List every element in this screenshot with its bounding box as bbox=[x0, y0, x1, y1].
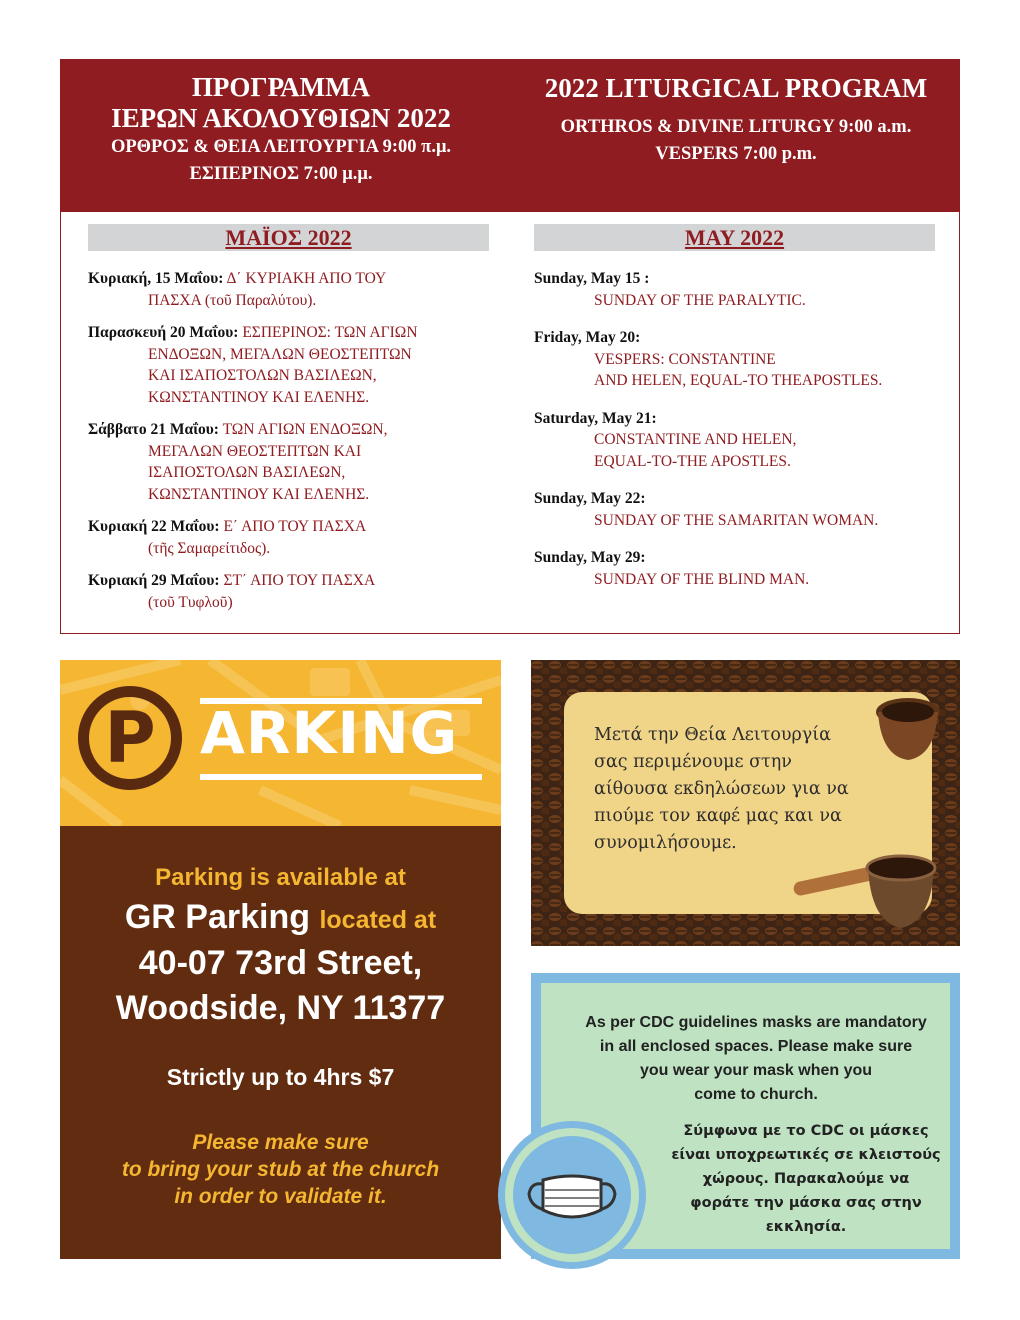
entry-service-line: ΚΩΝΣΤΑΝΤΙΝΟΥ ΚΑΙ ΕΛΕΝΗΣ. bbox=[148, 485, 370, 503]
mask-greek-line: φοράτε την μάσκα σας στην bbox=[690, 1195, 922, 1211]
entry-service-line: ΕΝΔΟΞΩΝ, ΜΕΓΑΛΩΝ ΘΕΟΣΤΕΠΤΩΝ bbox=[148, 345, 412, 363]
greek-month-label: ΜΑΪΟΣ 2022 bbox=[225, 225, 352, 250]
schedule-entry bbox=[88, 516, 498, 559]
schedule-entry bbox=[534, 327, 944, 392]
entry-service-line: SUNDAY OF THE BLIND MAN. bbox=[594, 570, 810, 588]
entry-date: Κυριακή 29 Μαΐου: bbox=[88, 572, 220, 589]
schedule-first-line bbox=[88, 268, 498, 290]
entry-service: ΤΩΝ ΑΓΙΩΝ ΕΝΔΟΞΩΝ, bbox=[222, 421, 388, 438]
schedule-first-line bbox=[88, 322, 498, 344]
program-header bbox=[61, 60, 959, 212]
greek-schedule-list bbox=[88, 268, 498, 624]
mask-notice-english bbox=[571, 1011, 941, 1107]
badge-ring bbox=[505, 1128, 639, 1262]
parking-note-line: Please make sure bbox=[192, 1131, 369, 1154]
entry-service-line: ΚΩΝΣΤΑΝΤΙΝΟΥ ΚΑΙ ΕΛΕΝΗΣ. bbox=[148, 388, 370, 406]
face-mask-icon bbox=[513, 1136, 631, 1254]
coffee-invitation-text: Μετά την Θεία Λειτουργία σας περιμένουμε στην αίθουσα εκδηλώσεων για να πιούμε τον καφέ μας και να συνομιλήσουμε. bbox=[594, 725, 849, 853]
parking-logo-word: ARKING bbox=[200, 699, 459, 767]
entry-date: Sunday, May 29: bbox=[534, 549, 646, 566]
schedule-first-line bbox=[88, 516, 498, 538]
greek-vespers-time: ΕΣΠΕΡΙΝΟΣ 7:00 μ.μ. bbox=[189, 164, 373, 184]
entry-service-line: VESPERS: CONSTANTINE bbox=[594, 350, 776, 368]
schedule-entry bbox=[88, 322, 498, 408]
parking-notice bbox=[60, 660, 501, 1259]
mask-english-line: you wear your mask when you bbox=[639, 1062, 873, 1079]
entry-service-line: AND HELEN, EQUAL-TO THEAPOSTLES. bbox=[594, 372, 883, 389]
entry-service-line: ΜΕΓΑΛΩΝ ΘΕΟΣΤΕΠΤΩΝ ΚΑΙ bbox=[148, 442, 362, 460]
entry-service-line: ΚΑΙ ΙΣΑΠΟΣΤΟΛΩΝ ΒΑΣΙΛΕΩΝ, bbox=[148, 367, 377, 384]
entry-service: ΕΣΠΕΡΙΝΟΣ: ΤΩΝ ΑΓΙΩΝ bbox=[242, 324, 418, 341]
mask-greek-line: χώρους. Παρακαλούμε να bbox=[702, 1171, 910, 1187]
face-mask-badge bbox=[498, 1121, 646, 1269]
entry-date: Παρασκευή 20 Μαΐου: bbox=[88, 324, 239, 341]
entry-service: ΣΤ΄ ΑΠΟ ΤΟΥ ΠΑΣΧΑ bbox=[223, 572, 376, 589]
greek-header bbox=[61, 60, 501, 188]
parking-name-line bbox=[60, 898, 501, 937]
entry-service-line: ΠΑΣΧΑ (τοῦ Παραλύτου). bbox=[148, 291, 317, 309]
schedule-first-line bbox=[88, 419, 498, 441]
mask-greek-line: εκκλησία. bbox=[765, 1219, 847, 1235]
schedule-entry bbox=[88, 419, 498, 505]
schedule-first-line bbox=[88, 570, 498, 592]
entry-service-line: EQUAL-TO-THE APOSTLES. bbox=[594, 452, 791, 470]
entry-service-line: CONSTANTINE AND HELEN, bbox=[594, 431, 797, 448]
parking-name: GR Parking bbox=[124, 898, 310, 936]
parking-stub-note bbox=[60, 1129, 501, 1210]
english-header bbox=[511, 60, 961, 168]
entry-service-line: (τοῦ Τυφλοῦ) bbox=[148, 593, 233, 611]
entry-date: Sunday, May 15 : bbox=[534, 270, 650, 287]
entry-date: Σάββατο 21 Μαΐου: bbox=[88, 421, 219, 438]
entry-service: Δ΄ ΚΥΡΙΑΚΗ ΑΠΟ ΤΟΥ bbox=[226, 270, 387, 287]
schedule-entry bbox=[88, 268, 498, 311]
greek-orthros-time: ΟΡΘΡΟΣ & ΘΕΙΑ ΛΕΙΤΟΥΡΓΙΑ 9:00 π.μ. bbox=[110, 137, 452, 157]
schedule-entry bbox=[88, 570, 498, 613]
mask-english-line: in all enclosed spaces. Please make sure bbox=[599, 1038, 913, 1055]
parking-p-icon bbox=[78, 686, 182, 790]
parking-availability: Parking is available at bbox=[155, 864, 406, 891]
logo-bottom-rule bbox=[200, 774, 482, 780]
english-title: 2022 LITURGICAL PROGRAM bbox=[544, 73, 928, 103]
greek-title-line2: ΙΕΡΩΝ ΑΚΟΛΟΥΘΙΩΝ 2022 bbox=[111, 103, 451, 133]
schedule-entry bbox=[534, 268, 944, 311]
coffee-hour-panel bbox=[531, 660, 960, 946]
parking-street: 40-07 73rd Street, bbox=[138, 944, 423, 982]
entry-service-line: ΙΣΑΠΟΣΤΟΛΩΝ ΒΑΣΙΛΕΩΝ, bbox=[148, 464, 346, 481]
parking-details bbox=[60, 826, 501, 1259]
schedule-entry bbox=[534, 408, 944, 473]
parking-city: Woodside, NY 11377 bbox=[115, 989, 446, 1027]
entry-date: Sunday, May 22: bbox=[534, 490, 646, 507]
entry-service-line: SUNDAY OF THE SAMARITAN WOMAN. bbox=[594, 511, 879, 529]
parking-price: Strictly up to 4hrs $7 bbox=[166, 1064, 395, 1090]
entry-date: Friday, May 20: bbox=[534, 329, 641, 346]
mask-english-line: As per CDC guidelines masks are mandatory bbox=[585, 1014, 927, 1031]
parking-located-label: located at bbox=[319, 906, 437, 934]
english-month-label: MAY 2022 bbox=[684, 225, 785, 250]
entry-service-line: SUNDAY OF THE PARALYTIC. bbox=[594, 291, 806, 309]
entry-date: Saturday, May 21: bbox=[534, 409, 657, 427]
english-vespers-time: VESPERS 7:00 p.m. bbox=[655, 144, 817, 164]
english-month-heading bbox=[534, 224, 935, 251]
entry-service: Ε΄ ΑΠΟ ΤΟΥ ΠΑΣΧΑ bbox=[223, 518, 367, 535]
parking-p-letter: P bbox=[104, 697, 156, 779]
english-orthros-time: ORTHROS & DIVINE LITURGY 9:00 a.m. bbox=[560, 117, 912, 137]
greek-title-line1: ΠΡΟΓΡΑΜΜΑ bbox=[191, 72, 371, 102]
greek-month-heading bbox=[88, 224, 489, 251]
entry-service-line: (τῆς Σαμαρείτιδος). bbox=[148, 539, 271, 557]
parking-banner bbox=[60, 660, 501, 826]
mask-notice-greek bbox=[661, 1119, 951, 1239]
liturgical-program-panel bbox=[60, 59, 960, 634]
mask-english-line: come to church. bbox=[694, 1086, 818, 1103]
entry-date: Κυριακή 22 Μαΐου: bbox=[88, 518, 220, 535]
schedule-entry bbox=[534, 488, 944, 531]
badge-core bbox=[513, 1136, 631, 1254]
schedule-entry bbox=[534, 547, 944, 590]
parking-note-line: to bring your stub at the church bbox=[121, 1158, 440, 1181]
entry-date: Κυριακή, 15 Μαΐου: bbox=[88, 270, 224, 287]
parking-note-line: in order to validate it. bbox=[174, 1185, 387, 1208]
coffee-cup-icon bbox=[876, 698, 940, 760]
mask-greek-line: είναι υποχρεωτικές σε κλειστούς bbox=[671, 1147, 941, 1163]
mask-greek-line: Σύμφωνα με το CDC οι μάσκες bbox=[683, 1123, 929, 1139]
coffee-pot-icon bbox=[792, 856, 935, 928]
english-schedule-list bbox=[534, 268, 944, 606]
